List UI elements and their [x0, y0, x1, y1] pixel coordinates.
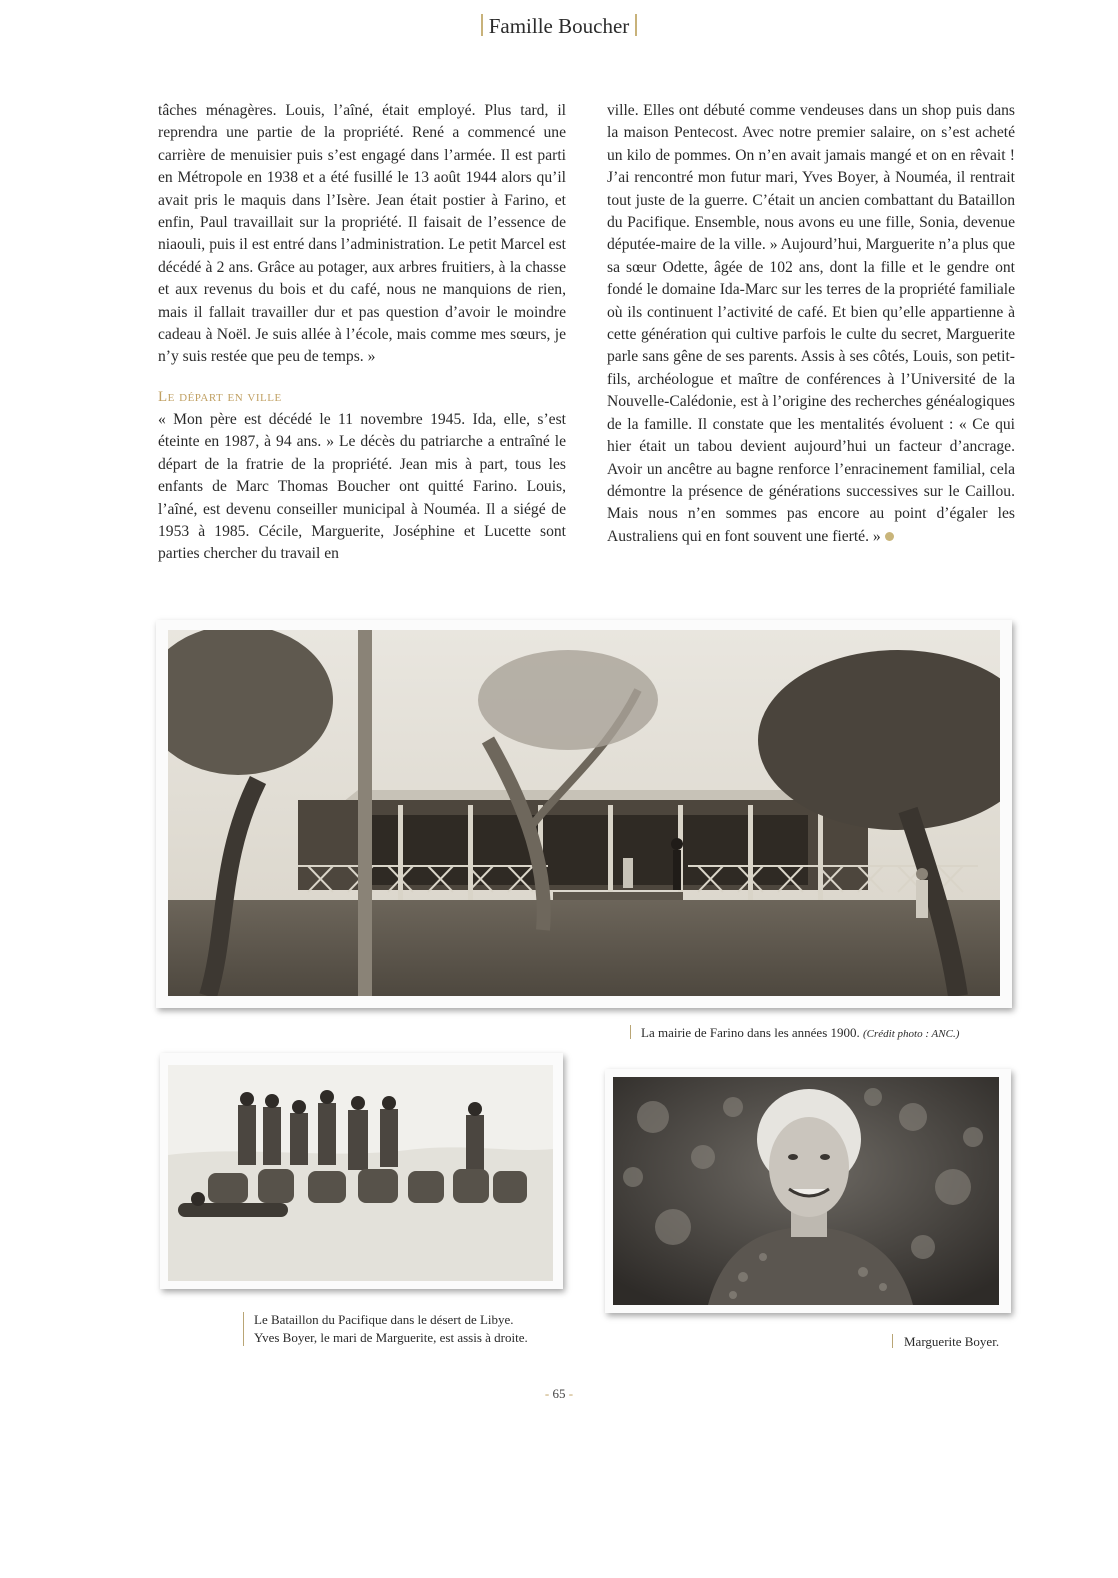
running-header	[0, 14, 1118, 39]
bataillon-caption	[243, 1311, 573, 1347]
marguerite-caption	[892, 1333, 1032, 1351]
marguerite-caption-text: Marguerite Boyer.	[904, 1334, 1000, 1349]
right-paragraph-1	[607, 100, 1015, 548]
marguerite-photo	[613, 1077, 999, 1305]
mairie-caption-text: La mairie de Farino dans les années 1900.	[641, 1025, 860, 1040]
mairie-caption	[630, 1024, 1030, 1043]
right-text-column	[607, 100, 1015, 548]
right-paragraph-1-text: ville. Elles ont débuté comme vendeuses dans un shop puis dans la maison Pentecost. Avec notre premier salaire, on s’est acheté un kilo de pommes. On n’en avait jamais mangé et on en rêvait ! J’ai rencontré mon futur mari, Yves Boyer, à Nouméa, il rentrait tout juste de la guerre. C’était un ancien combattant du Bataillon du Pacifique. Ensemble, nous avons eu une fille, Sonia, devenue députée-maire de la ville. » Aujourd’hui, Marguerite n’a plus que sa sœur Odette, âgée de 102 ans, dont la fille et le gendre ont fondé le domaine Ida-Marc sur les terres de la propriété familiale où ils continuent l’activité de café. Et bien qu’elle appartienne à cette génération qui cultive parfois le culte du secret, Marguerite parle sans gêne de ses parents. Assis à ses côtés, Louis, son petit-fils, archéologue et maître de conférences à l’Université de la Nouvelle-Calédonie, est à l’origine des recherches généalogiques de la famille. Il constate que les mentalités évoluent : « Ce qui hier était un tabou devient aujourd’hui un facteur d’ancrage. Avoir un ancêtre au bagne renforce l’enracinement familial, cela démontre la présence de générations successives sur le Caillou. Mais nous n’en sommes pas encore au point d’égaler les Australiens qui en font souvent une fierté. »	[607, 102, 1015, 545]
page-number-dash-right: -	[565, 1386, 574, 1401]
bataillon-photo-frame	[160, 1053, 563, 1289]
mairie-photo	[168, 630, 1000, 996]
mairie-photo-credit: (Crédit photo : ANC.)	[863, 1028, 960, 1040]
page-number-value: 65	[552, 1386, 566, 1401]
page-number	[0, 1386, 1118, 1402]
header-title: Famille Boucher	[488, 14, 630, 38]
bataillon-caption-line-2: Yves Boyer, le mari de Marguerite, est assis à droite.	[254, 1330, 528, 1345]
bataillon-caption-line-1: Le Bataillon du Pacifique dans le désert de Libye.	[254, 1312, 514, 1327]
bataillon-caption-divider	[243, 1312, 244, 1346]
section-title: Le départ en ville	[158, 388, 282, 405]
end-of-article-dot-icon	[885, 532, 894, 541]
page-number-dash-left: -	[544, 1386, 553, 1401]
header-divider-right	[635, 14, 637, 36]
header-divider-left	[481, 14, 483, 36]
left-paragraph-2: « Mon père est décédé le 11 novembre 1945. Ida, elle, s’est éteinte en 1987, à 94 ans. » Le décès du patriarche a entraîné le départ de la fratrie de la propriété. Jean mis à part, tous les enfants de Marc Thomas Boucher ont quitté Farino. Louis, l’aîné, est devenu conseiller municipal à Nouméa. Il a siégé de 1953 à 1985. Cécile, Marguerite, Joséphine et Lucette sont parties chercher du travail en	[158, 410, 566, 563]
mairie-photo-frame	[156, 620, 1012, 1008]
bataillon-photo	[168, 1065, 553, 1281]
left-text-column	[158, 100, 566, 566]
left-paragraph-1: tâches ménagères. Louis, l’aîné, était employé. Plus tard, il reprendra une partie de la propriété. René a commencé une carrière de menuisier puis s’est engagé dans l’armée. Il est parti en Métropole en 1938 et a été fusillé le 13 août 1944 alors qu’il avait pris le maquis dans l’Isère. Jean était postier à Farino, et enfin, Paul travaillait sur la propriété. Il faisait de l’essence de niaouli, puis il est entré dans l’administration. Le petit Marcel est décédé à 2 ans. Grâce au potager, aux arbres fruitiers, à la chasse et aux revenus du bois et du café, nous ne manquions de rien, mais il fallait travailler dur et pas question d’avoir le moindre cadeau à Noël. Je suis allée à l’école, mais comme mes sœurs, je n’y suis restée que peu de temps. »	[158, 102, 566, 366]
mairie-caption-divider	[630, 1025, 631, 1039]
marguerite-caption-divider	[892, 1334, 893, 1348]
marguerite-photo-frame	[605, 1069, 1011, 1313]
